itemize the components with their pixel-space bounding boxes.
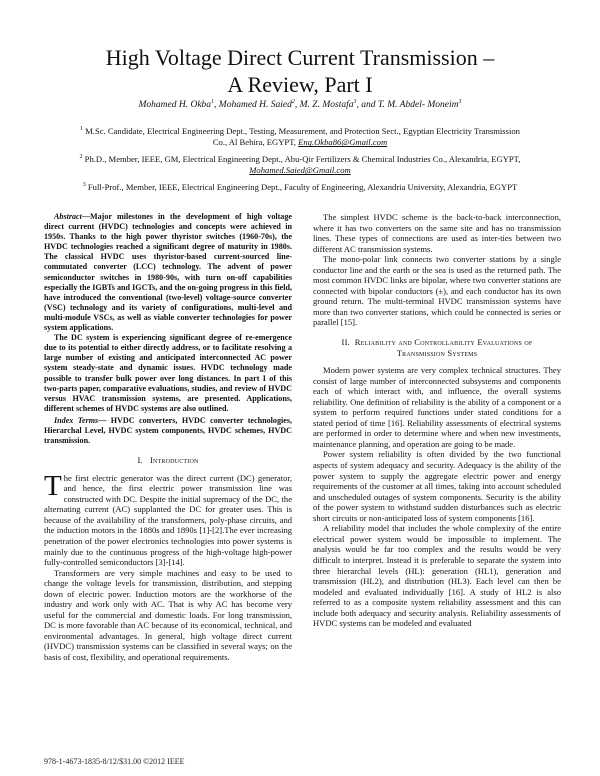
intro-paragraph-2: Transformers are very simple machines and easy to be used to change the voltage levels for transmission, distribution, and stepping down of electric power. Induction motors are the workhorse of the industry and work only with AC. That is why AC has become very useful for the commercial and domestic loads. For long transmission, DC is more favorable than AC because of its economical, technical, and environmental advantages. In general, high voltage direct current (HVDC) transmission systems can be classified in several ways; on the basis of cost, flexibility, and operational requirements. [44, 567, 292, 662]
section-2-number: II. [341, 337, 351, 348]
abstract-text-1: Major milestones in the development of high voltage direct current (HVDC) technologies and concepts were achieved in 1950s. Thanks to the high power thyristor switches (1960-70s), the HVDC technologies reached a significant degree of maturity in 1980s. The classical HVDC uses thyristor-based current-sourced line-commutated converter (LCC) technology. The advent of power semiconductor switches in 1980-90s, with turn on-off capabilities especially the IGBTs and IGCTs, and the on-going progress in this field, have introduced the conventional (two-level) voltage-source converter (VSC) technology and its variety of configurations, multi-level and multi-module VSCs, as well as viable converter technologies for power system applications. [44, 212, 292, 333]
body-paragraph-5: A reliability model that includes the whole complexity of the entire electrical power system would be impossible to implement. The analysis would be far too complex and the results would be very difficult to interpret. Instead it is preferable to separate the system into three hierarchal levels (HL): generation (HL1), generation and transmission (HL2), and distribution (HL3). Each level can then be modeled and evaluated individually [16]. A study of HL2 is also referred to as a composite system reliability assessment and this can include both adequacy and security analysis. Reliability assessments of HVDC systems can be modeled and evaluated [313, 523, 561, 629]
affiliation-1-sup: 1 [80, 126, 84, 132]
section-1-title: Introduction [149, 455, 199, 466]
intro-paragraph-1-text: he first electric generator was the direct current (DC) generator, and hence, the first electric power transmission line was constructed with DC. Despite the initial supremacy of the DC, the alternating current (AC) supplanted the DC for greater uses. This is because of the availability of the transformers, poly-phase circuits, and the induction motors in the 1880s and 1890s [1]-[2].The ever increasing penetration of the power electronics technologies into power systems is mainly due to the continuous progress of the high-voltage high-power fully-controlled semiconductors [3]-[14]. [44, 472, 292, 568]
affiliation-1-line-1: M.Sc. Candidate, Electrical Engineering Dept., Testing, Measurement, and Protection Sect., Egyptian Electricity Transmission [83, 125, 520, 136]
right-column [313, 212, 561, 629]
author-3-sup: 3 [353, 99, 357, 105]
author-list [0, 99, 600, 110]
author-1: Mohamed H. Okba [138, 100, 212, 111]
author-4: , and T. M. Abdel- Moneim [356, 100, 459, 111]
index-terms-label: Index Terms [54, 415, 99, 425]
section-heading-introduction [44, 455, 292, 466]
affiliation-2 [40, 152, 560, 177]
section-2-title-line-1: Reliability and Controllability Evaluations of [354, 337, 533, 348]
author-2: Mohamed H. Saied [218, 100, 292, 111]
email-link-2[interactable]: Mohamed.Saied@Gmail.com [249, 165, 351, 176]
intro-paragraph-1 [44, 469, 292, 568]
title-line-1: High Voltage Direct Current Transmission – [105, 45, 495, 70]
author-4-sup: 3 [458, 99, 462, 105]
index-terms [44, 416, 292, 446]
abstract-dash: — [81, 212, 90, 221]
affiliation-3 [40, 180, 560, 193]
section-heading-reliability [313, 337, 561, 358]
section-2-title-line-2: Transmission Systems [396, 347, 478, 358]
paper-title [0, 44, 600, 98]
affiliation-2-line-1: Ph.D., Member, IEEE, GM, Electrical Engineering Dept., Abu-Qir Fertilizers & Chemical Industries Co., Alexandria, EGYPT, [82, 153, 521, 164]
author-1-sup: 1 [211, 99, 215, 105]
copyright-footer: 978-1-4673-1835-8/12/$31.00 ©2012 IEEE [44, 757, 185, 766]
body-paragraph-3: Modern power systems are very complex technical structures. They consist of large number of interconnected subsystems and components each of which interact with, and influence, the overall systems reliability. One definition of reliability is the ability of a component or a system to perform required functions under stated conditions for a stated period of time [16]. Reliability assessments of electrical systems are performed in order to determine where and when new investments, maintenance planning, and operation are going to be made. [313, 365, 561, 449]
affiliation-1-line-2: Co., Al Behira, EGYPT, [212, 137, 299, 148]
affiliation-3-sup: 3 [82, 182, 86, 188]
title-line-2: A Review, Part I [227, 72, 373, 97]
author-3: , M. Z. Mostafa [294, 100, 354, 111]
email-link-1[interactable]: Eng.Okba86@Gmail.com [298, 137, 388, 148]
author-2-sup: 2 [291, 99, 295, 105]
section-1-number: I. [137, 455, 143, 466]
abstract-text-2: The DC system is experiencing significant degree of re-emergence due to its potential to either directly address, or to facilitate resolving a large number of existing and anticipated interconnected AC power system steady-state and dynamic issues. HVDC technology made possible to transfer bulk power over long distances. In part I of this two-parts paper, comparative evaluations, studies, and review of HVDC versus HVAC transmission systems, are presented. Applications, different schemes of HVDC systems are also outlined. [44, 333, 292, 413]
abstract [44, 212, 292, 333]
left-column [44, 212, 292, 663]
body-paragraph-1: The simplest HVDC scheme is the back-to-back interconnection, where it has two converters on the same site and has no transmission lines. These types of connections are used as inter-ties between two different AC transmission systems. [313, 212, 561, 254]
body-paragraph-2: The mono-polar link connects two converter stations by a single conductor line and the earth or the sea is used as the returned path. The most common HVDC links are bipolar, where two converter stations are connected with bipolar conductors (±), and each conductor has its own ground return. The multi-terminal HVDC transmission systems have more than two converter stations, which could be connected is series or parallel [15]. [313, 254, 561, 328]
author-sep-1: , [214, 100, 219, 111]
affiliation-1 [40, 124, 560, 149]
affiliation-2-sup: 2 [79, 154, 83, 160]
drop-cap: T [44, 469, 62, 502]
body-paragraph-4: Power system reliability is often divided by the two functional aspects of system adequacy and security. Adequacy is the ability of the power system to supply the aggregate electric power and energy requirements of the customer at all times, taking into account scheduled and unscheduled outages of system components. Security is the ability of the power system to withstand sudden disturbances such as electric short circuits or non-anticipated loss of system components [16]. [313, 449, 561, 523]
affiliation-3-line-1: Full-Prof., Member, IEEE, Electrical Engineering Dept., Faculty of Engineering, Alexandria University, Alexandria, EGYPT [85, 181, 518, 192]
index-terms-text: HVDC converters, HVDC converter technologies, Hierarchal Level, HVDC system components, HVDC schemes, HVDC transmission. [44, 415, 293, 446]
index-terms-dash: — [98, 415, 111, 425]
abstract-label: Abstract [54, 212, 82, 221]
